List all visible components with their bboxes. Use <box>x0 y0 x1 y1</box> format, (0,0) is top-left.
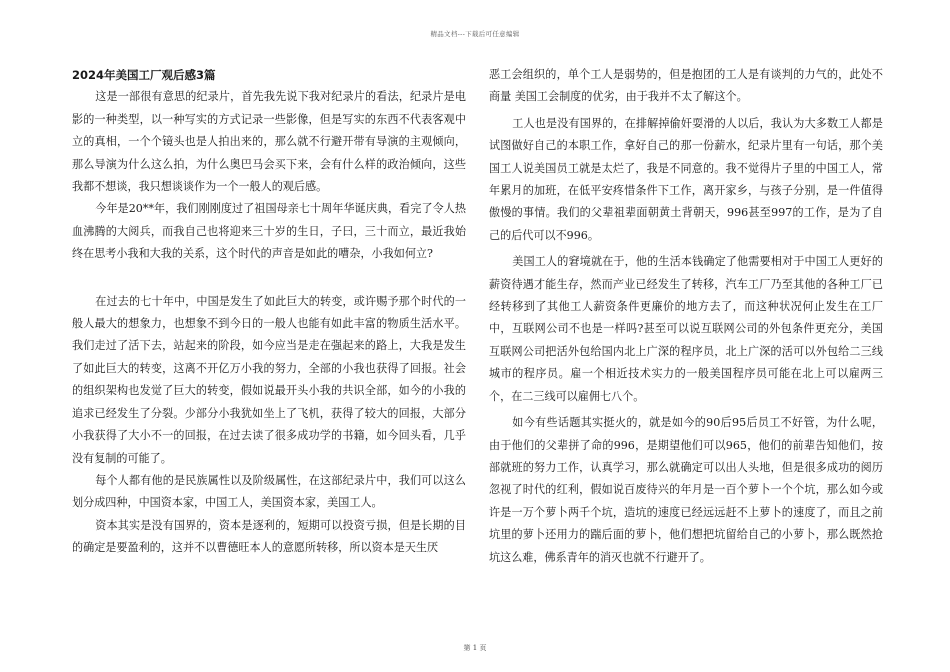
paragraph-anniversary: 今年是20**年，我们刚刚度过了祖国母亲七十周年华诞庆典，看完了令人热血沸腾的大阅兵，而我自己也将迎来三十岁的生日，子曰，三十而立，最近我始终在思考小我和大我的关系，这个时代的声音是如此的嘈杂，小我如何立? <box>72 202 466 261</box>
paragraph-generation: 如今有些话题其实挺火的，就是如今的90后95后员工不好管，为什么呢，由于他们的父辈拼了命的996，是期望他们可以965，他们的前辈告知他们，按部就班的努力工作，认真学习，那么就确定可以出人头地，但是很多成功的阅历忽视了时代的红利，假如说百废待兴的年月是一百个萝卜一个个坑，那么如今或许是一万个萝卜两千个坑，造坑的速度已经远远赶不上萝卜的速度了，而且之前坑里的萝卜还用力的踹后面的萝卜，他们想把坑留给自己的小萝卜，那么既然抢坑这么难，佛系青年的消灭也就不行避开了。 <box>489 416 883 564</box>
paragraph-intro: 这是一部很有意思的纪录片，首先我先说下我对纪录片的看法，纪录片是电影的一种类型，以一种写实的方式记录一些影像，但是写实的东西不代表客观中立的真相，一个个镜头也是人拍出来的，那么就不行避开带有导演的主观倾向，那么导演为什么这么拍，为什么奥巴马会买下来，会有什么样的政治倾向，这些我都不想谈，我只想谈谈作为一个一般人的观后感。 <box>72 90 466 194</box>
paragraph-continuation: 恶工会组织的，单个工人是弱势的，但是抱团的工人是有谈判的力气的，此处不商量 美国工会制度的优劣，由于我并不太了解这个。 <box>489 68 883 104</box>
paragraph-american-workers: 美国工人的窘境就在于，他的生活本钱确定了他需要相对于中国工人更好的薪资待遇才能生存，然而产业已经发生了转移，汽车工厂乃至其他的各种工厂已经转移到了其他工人薪资条件更廉价的地方去了，而这种状况何止发生在工厂中，互联网公司不也是一样吗?甚至可以说互联网公司的外包条件更充分，美国互联网公司把活外包给国内北上广深的程序员，北上广深的活可以外包给二三线城市的程序员。雇一个相近技术实力的一般美国程序员可能在北上可以雇两三个，在二三线可以雇佣七八个。 <box>489 255 883 403</box>
paragraph-workers: 工人也是没有国界的，在排解掉偷奸耍滑的人以后，我认为大多数工人都是试图做好自己的本职工作，拿好自己的那一份薪水，纪录片里有一句话，那个美国工人说美国员工就是太烂了，我是不同意的。我不觉得片子里的中国工人，常年累月的加班，在低平安疼惜条件下工作，离开家乡，与孩子分别，是一件值得傲慢的事情。我们的父辈祖辈面朝黄土背朝天，996甚至997的工作，是为了自己的后代可以不996。 <box>489 116 883 242</box>
paragraph-four-groups: 每个人都有他的是民族属性以及阶级属性，在这部纪录片中，我们可以这么划分成四种，中国资本家，中国工人，美国资本家，美国工人。 <box>72 473 466 510</box>
paragraph-seventy-years: 在过去的七十年中，中国是发生了如此巨大的转变，或许赐予那个时代的一般人最大的想象力，也想象不到今日的一般人也能有如此丰富的物质生活水平。我们走过了活下去，站起来的阶段，如今应当是走在强起来的路上，大我是发生了如此巨大的转变，这离不开亿万小我的努力，全部的小我也获得了回报。社会的组织架构也发觉了巨大的转变，假如说最开头小我的共识全部，如今的小我的追求已经发生了分裂。少部分小我犹如坐上了飞机，获得了较大的回报，大部分小我获得了大小不一的回报，在过去读了很多成功学的书籍，如今回头看，几乎没有复制的可能了。 <box>72 294 466 465</box>
page-footer: 第 1 页 <box>463 644 487 652</box>
left-column <box>72 64 466 560</box>
right-column <box>489 64 883 569</box>
paragraph-capital: 资本其实是没有国界的，资本是逐利的，短期可以投资亏损，但是长期的目的确定是要盈利的，这并不以曹德旺本人的意愿所转移，所以资本是天生厌 <box>72 518 466 555</box>
document-title: 2024年美国工厂观后感3篇 <box>72 68 216 82</box>
page-header: 精品文档---下载后可任意编辑 <box>430 30 520 38</box>
paragraph-spacer <box>72 266 466 291</box>
